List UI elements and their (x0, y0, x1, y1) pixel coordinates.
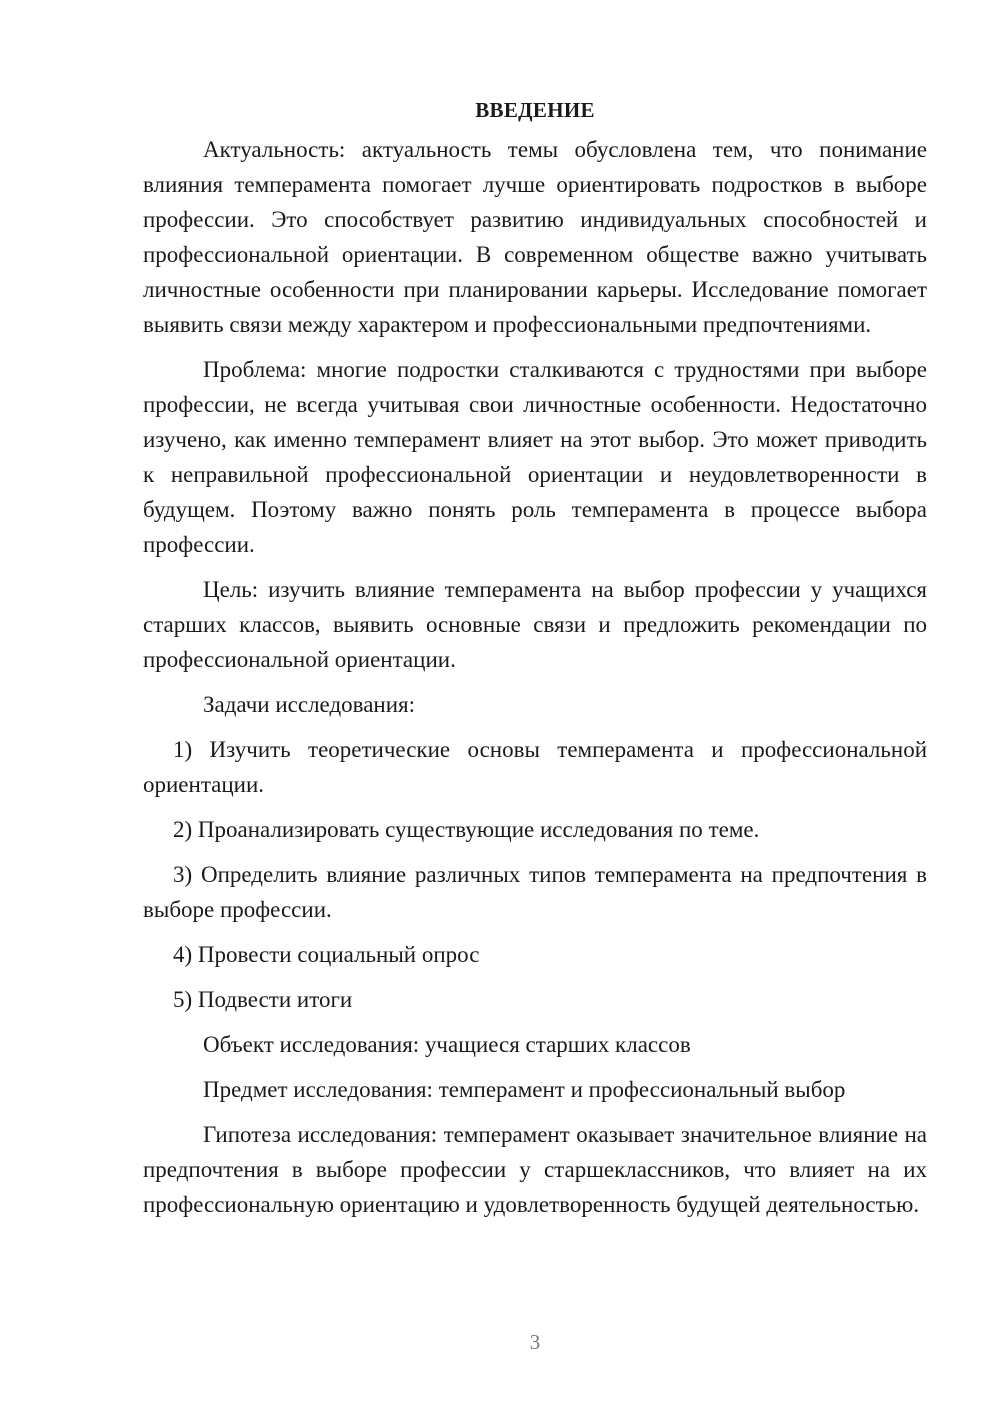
subject-paragraph: Предмет исследования: темперамент и профессиональный выбор (203, 1077, 846, 1102)
tasks-heading: Задачи исследования: (203, 692, 416, 717)
page-content (143, 90, 927, 1232)
relevance-paragraph: Актуальность: актуальность темы обусловлена тем, что понимание влияния темперамента помогает лучше ориентировать подростков в выборе профессии. Это способствует развитию индивидуальных способностей и профессиональной ориентации. В современном обществе важно учитывать личностные особенности при планировании карьеры. Исследование помогает выявить связи между характером и профессиональными предпочтениями. (143, 137, 927, 337)
page-number: 3 (529, 1330, 541, 1354)
hypothesis-paragraph: Гипотеза исследования: темперамент оказывает значительное влияние на предпочтения в выборе профессии у старшеклассников, что влияет на их профессиональную ориентацию и удовлетворенность будущей деятельностью. (143, 1122, 927, 1217)
object-paragraph: Объект исследования: учащиеся старших классов (203, 1032, 691, 1057)
problem-paragraph: Проблема: многие подростки сталкиваются с трудностями при выборе профессии, не всегда учитывая свои личностные особенности. Недостаточно изучено, как именно темперамент влияет на этот выбор. Это может приводить к неправильной профессиональной ориентации и неудовлетворенности в будущем. Поэтому важно понять роль темперамента в процессе выбора профессии. (143, 357, 927, 557)
page-title: ВВЕДЕНИЕ (475, 98, 595, 122)
goal-paragraph: Цель: изучить влияние темперамента на выбор профессии у учащихся старших классов, выявить основные связи и предложить рекомендации по профессиональной ориентации. (143, 577, 927, 672)
task-item-1: 1) Изучить теоретические основы темперамента и профессиональной ориентации. (143, 737, 927, 797)
task-item-3: 3) Определить влияние различных типов темперамента на предпочтения в выборе профессии. (143, 862, 927, 922)
task-item-2: 2) Проанализировать существующие исследования по теме. (173, 817, 760, 842)
task-item-4: 4) Провести социальный опрос (173, 942, 480, 967)
task-item-5: 5) Подвести итоги (173, 987, 353, 1012)
